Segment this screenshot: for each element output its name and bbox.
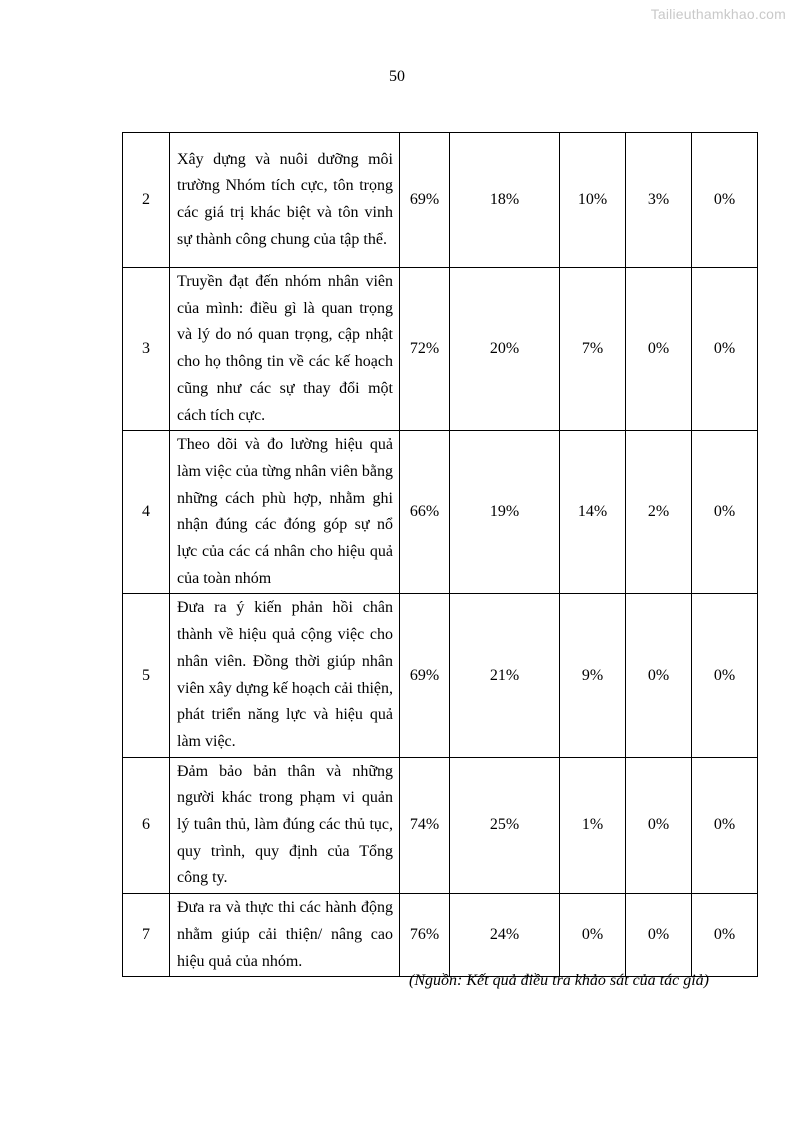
percent-cell: 14% xyxy=(560,431,626,594)
table-row xyxy=(123,431,758,594)
row-number: 3 xyxy=(123,268,170,431)
row-description: Truyền đạt đến nhóm nhân viên của mình: điều gì là quan trọng và lý do nó quan trọng, cập nhật cho họ thông tin về các kế hoạch cũng như các sự thay đổi một cách tích cực. xyxy=(170,268,400,431)
table-row xyxy=(123,268,758,431)
row-description: Đưa ra ý kiến phản hồi chân thành về hiệu quả cộng việc cho nhân viên. Đồng thời giúp nhân viên xây dựng kế hoạch cải thiện, phát triển năng lực và hiệu quả làm việc. xyxy=(170,594,400,757)
row-number: 7 xyxy=(123,894,170,977)
survey-table xyxy=(122,132,758,977)
percent-cell: 69% xyxy=(400,594,450,757)
row-number: 4 xyxy=(123,431,170,594)
percent-cell: 25% xyxy=(450,757,560,894)
percent-cell: 0% xyxy=(692,894,758,977)
row-description: Đưa ra và thực thi các hành động nhằm giúp cải thiện/ nâng cao hiệu quả của nhóm. xyxy=(170,894,400,977)
percent-cell: 2% xyxy=(626,431,692,594)
percent-cell: 0% xyxy=(626,894,692,977)
percent-cell: 66% xyxy=(400,431,450,594)
row-description: Theo dõi và đo lường hiệu quả làm việc của từng nhân viên bằng những cách phù hợp, nhằm ghi nhận đúng các đóng góp sự nổ lực của các cá nhân cho hiệu quả của toàn nhóm xyxy=(170,431,400,594)
percent-cell: 7% xyxy=(560,268,626,431)
percent-cell: 10% xyxy=(560,133,626,268)
row-number: 5 xyxy=(123,594,170,757)
percent-cell: 3% xyxy=(626,133,692,268)
source-note: (Nguồn: Kết quả điều tra khảo sát của tác giả) xyxy=(409,972,709,989)
percent-cell: 24% xyxy=(450,894,560,977)
row-description: Xây dựng và nuôi dưỡng môi trường Nhóm tích cực, tôn trọng các giá trị khác biệt và tôn vinh sự thành công chung của tập thể. xyxy=(170,133,400,268)
percent-cell: 72% xyxy=(400,268,450,431)
percent-cell: 0% xyxy=(560,894,626,977)
percent-cell: 0% xyxy=(626,594,692,757)
percent-cell: 0% xyxy=(692,757,758,894)
percent-cell: 19% xyxy=(450,431,560,594)
percent-cell: 69% xyxy=(400,133,450,268)
percent-cell: 1% xyxy=(560,757,626,894)
percent-cell: 0% xyxy=(626,268,692,431)
row-number: 6 xyxy=(123,757,170,894)
percent-cell: 18% xyxy=(450,133,560,268)
percent-cell: 0% xyxy=(692,133,758,268)
percent-cell: 0% xyxy=(692,268,758,431)
percent-cell: 0% xyxy=(692,594,758,757)
percent-cell: 0% xyxy=(692,431,758,594)
watermark: Tailieuthamkhao.com xyxy=(650,6,786,22)
table-row xyxy=(123,894,758,977)
percent-cell: 20% xyxy=(450,268,560,431)
table-row xyxy=(123,133,758,268)
table-row xyxy=(123,757,758,894)
percent-cell: 76% xyxy=(400,894,450,977)
row-description: Đảm bảo bản thân và những người khác trong phạm vi quản lý tuân thủ, làm đúng các thủ tục, quy trình, quy định của Tổng công ty. xyxy=(170,757,400,894)
percent-cell: 0% xyxy=(626,757,692,894)
percent-cell: 21% xyxy=(450,594,560,757)
row-number: 2 xyxy=(123,133,170,268)
percent-cell: 9% xyxy=(560,594,626,757)
page-number: 50 xyxy=(389,68,405,85)
table-row xyxy=(123,594,758,757)
percent-cell: 74% xyxy=(400,757,450,894)
